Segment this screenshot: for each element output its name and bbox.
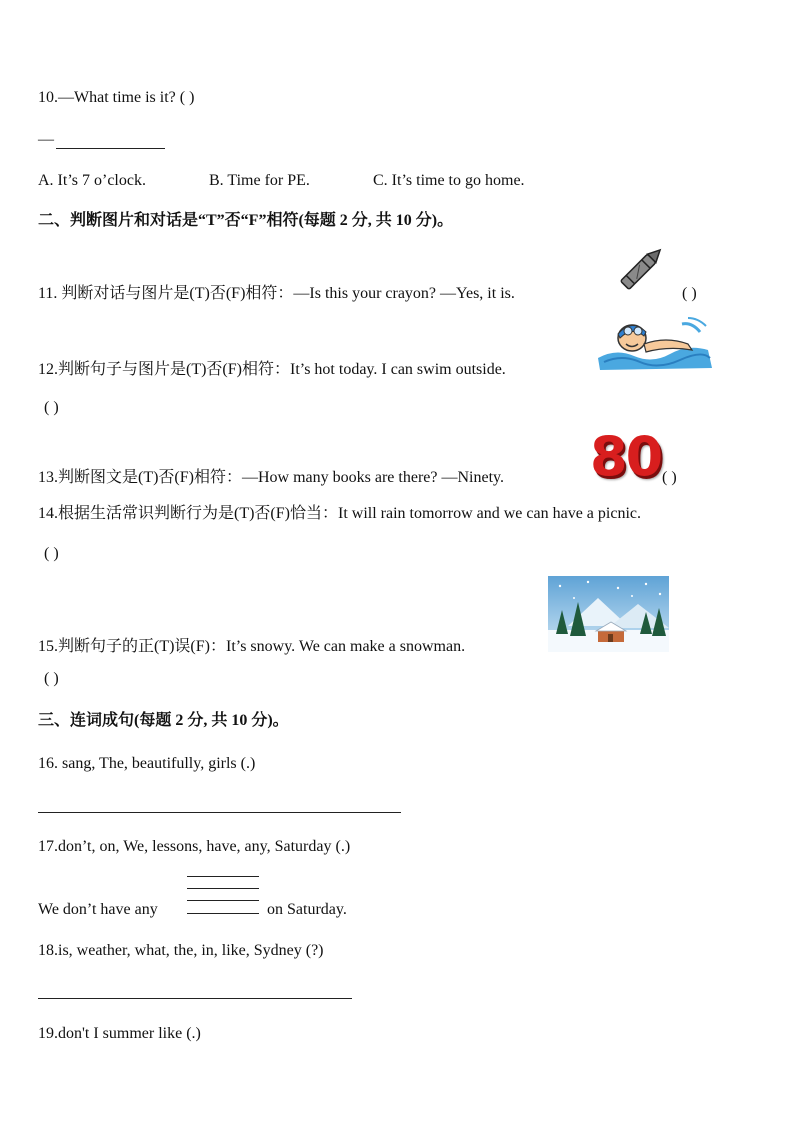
snow-scene-icon [548, 576, 669, 652]
q16-words: 16. sang, The, beautifully, girls (.) [38, 755, 256, 772]
crayon-icon [612, 240, 670, 298]
q10-dash: — [38, 131, 54, 148]
q18-words: 18.is, weather, what, the, in, like, Sydney (?) [38, 942, 324, 959]
q13-answer-paren[interactable]: ( ) [662, 469, 677, 486]
section3-title: 三、连词成句(每题 2 分, 共 10 分)。 [38, 712, 289, 729]
q10-question: 10.—What time is it? ( ) [38, 89, 195, 106]
q14-answer-paren[interactable]: ( ) [44, 545, 59, 562]
q17-blank-line-4[interactable] [187, 913, 259, 914]
q10-option-b: B. Time for PE. [209, 172, 310, 189]
q15-text: 15.判断句子的正(T)误(F)：It’s snowy. We can make a snowman. [38, 638, 466, 655]
q17-blank-line-1[interactable] [187, 876, 259, 877]
q17-answer-start: We don’t have any [38, 901, 158, 918]
q17-words: 17.don’t, on, We, lessons, have, any, Saturday (.) [38, 838, 351, 855]
q19-words: 19.don't I summer like (.) [38, 1025, 201, 1042]
q17-answer-end: on Saturday. [267, 901, 347, 918]
q12-answer-paren[interactable]: ( ) [44, 399, 59, 416]
q16-answer-line[interactable] [38, 812, 401, 813]
q10-option-a: A. It’s 7 o’clock. [38, 172, 146, 189]
q18-answer-line[interactable] [38, 998, 352, 999]
q17-blank-line-2[interactable] [187, 888, 259, 889]
number-80-image: 80 [590, 425, 662, 488]
q17-blank-line-3[interactable] [187, 900, 259, 901]
q12-text: 12.判断句子与图片是(T)否(F)相符：It’s hot today. I can swim outside. [38, 361, 506, 378]
q15-answer-paren[interactable]: ( ) [44, 670, 59, 687]
swimmer-icon [596, 314, 714, 372]
q10-answer-line [56, 148, 165, 149]
q11-answer-paren[interactable]: ( ) [682, 285, 697, 302]
q11-text: 11. 判断对话与图片是(T)否(F)相符：—Is this your crayon? —Yes, it is. [38, 285, 515, 302]
q14-text: 14.根据生活常识判断行为是(T)否(F)恰当：It will rain tomorrow and we can have a picnic. [38, 505, 641, 522]
section2-title: 二、判断图片和对话是“T”否“F”相符(每题 2 分, 共 10 分)。 [38, 212, 454, 229]
q10-option-c: C. It’s time to go home. [373, 172, 525, 189]
q13-text: 13.判断图文是(T)否(F)相符：—How many books are there? —Ninety. [38, 469, 504, 486]
